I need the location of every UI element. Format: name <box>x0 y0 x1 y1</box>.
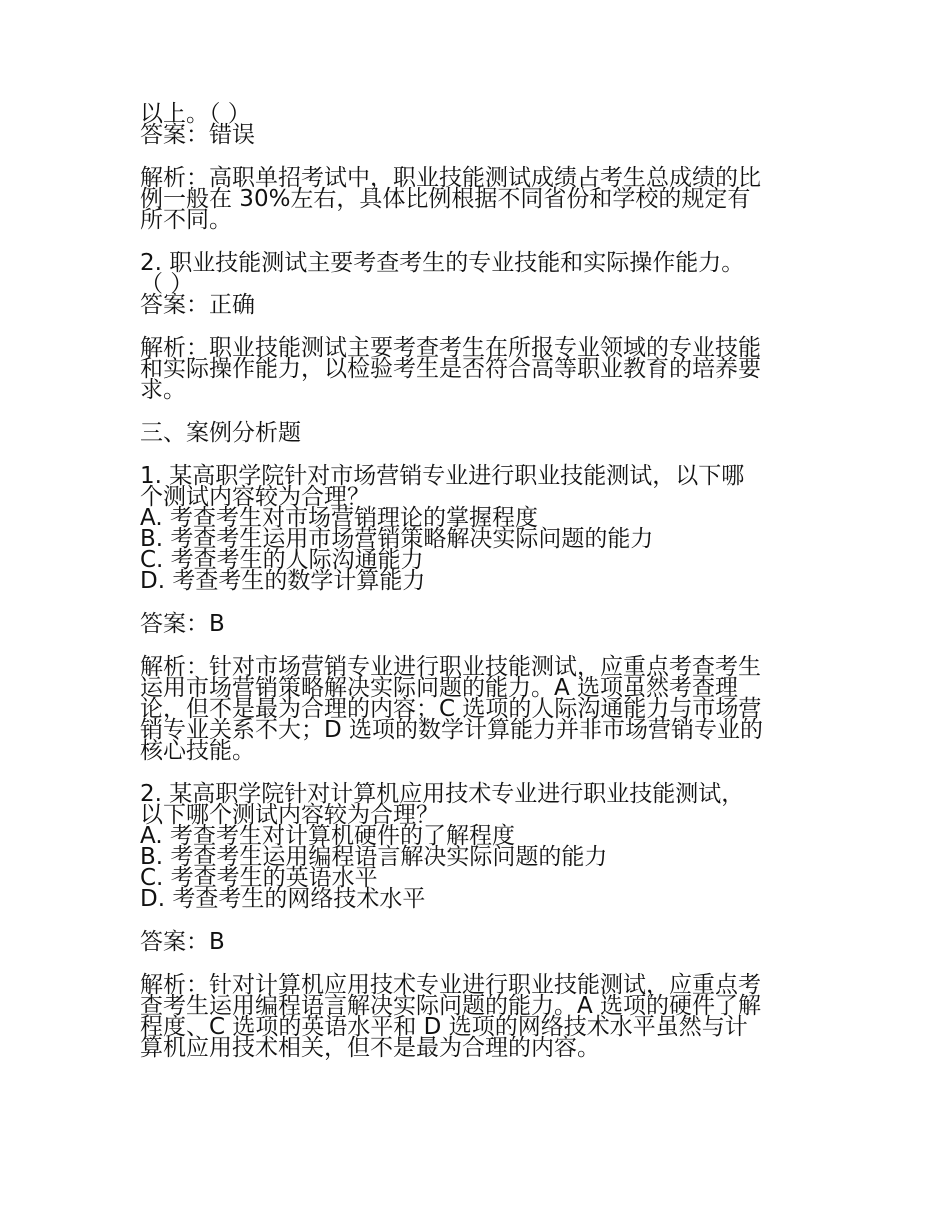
text-line: 求。 <box>140 377 186 403</box>
option-d: D. 考查考生的数学计算能力 <box>140 568 426 594</box>
question-line: 2. 某高职学院针对计算机应用技术专业进行职业技能测试， <box>140 781 745 807</box>
option-d: D. 考查考生的网络技术水平 <box>140 886 426 912</box>
case-analysis-2 <box>140 972 812 1061</box>
text-line: 解析：高职单招考试中，职业技能测试成绩占考生总成绩的比 <box>140 165 761 191</box>
document-page <box>140 101 812 1081</box>
text-line: 解析：职业技能测试主要考查考生在所报专业领域的专业技能 <box>140 335 761 361</box>
text-line: 和实际操作能力，以检验考生是否符合高等职业教育的培养要 <box>140 356 761 382</box>
question-line: 以下哪个测试内容较为合理？ <box>140 802 439 828</box>
option-c: C. 考查考生的英语水平 <box>140 865 378 891</box>
case-question-1 <box>140 463 812 594</box>
answer-line: 答案：正确 <box>140 292 255 318</box>
question-block-2 <box>140 250 812 318</box>
text-line: 例一般在 30%左右，具体比例根据不同省份和学校的规定有 <box>140 186 751 212</box>
option-a: A. 考查考生对市场营销理论的掌握程度 <box>140 505 538 531</box>
question-line: 个测试内容较为合理？ <box>140 484 370 510</box>
question-line: 1. 某高职学院针对市场营销专业进行职业技能测试，以下哪 <box>140 463 745 489</box>
section-heading <box>140 420 812 446</box>
text-line: 所不同。 <box>140 207 232 233</box>
case-analysis-1 <box>140 654 812 764</box>
answer-line: 答案：B <box>140 929 225 955</box>
analysis-block-2 <box>140 335 812 403</box>
text-line: 论，但不是最为合理的内容；C 选项的人际沟通能力与市场营 <box>140 696 762 722</box>
text-line: 算机应用技术相关，但不是最为合理的内容。 <box>140 1035 600 1061</box>
text-line: 解析：针对市场营销专业进行职业技能测试，应重点考查考生 <box>140 654 761 680</box>
text-line: 以上。（ ） <box>140 101 251 127</box>
text-line: 销专业关系不大；D 选项的数学计算能力并非市场营销专业的 <box>140 717 764 743</box>
option-b: B. 考查考生运用编程语言解决实际问题的能力 <box>140 844 608 870</box>
section-title: 三、案例分析题 <box>140 420 301 446</box>
text-line: 查考生运用编程语言解决实际问题的能力。A 选项的硬件了解 <box>140 993 762 1019</box>
text-line: 核心技能。 <box>140 738 255 764</box>
option-a: A. 考查考生对计算机硬件的了解程度 <box>140 823 515 849</box>
case-answer-1 <box>140 611 812 637</box>
text-line: 解析：针对计算机应用技术专业进行职业技能测试，应重点考 <box>140 972 761 998</box>
text-line: 运用市场营销策略解决实际问题的能力。A 选项虽然考查理 <box>140 675 739 701</box>
analysis-block-1 <box>140 165 812 233</box>
option-b: B. 考查考生运用市场营销策略解决实际问题的能力 <box>140 526 654 552</box>
option-c: C. 考查考生的人际沟通能力 <box>140 547 424 573</box>
text-line: 程度、C 选项的英语水平和 D 选项的网络技术水平虽然与计 <box>140 1014 748 1040</box>
answer-line: 答案：错误 <box>140 122 255 148</box>
answer-line: 答案：B <box>140 611 225 637</box>
text-line: （ ） <box>140 271 194 297</box>
text-block-0 <box>140 101 812 148</box>
case-question-2 <box>140 781 812 912</box>
case-answer-2 <box>140 929 812 955</box>
question-line: 2. 职业技能测试主要考查考生的专业技能和实际操作能力。 <box>140 250 745 276</box>
